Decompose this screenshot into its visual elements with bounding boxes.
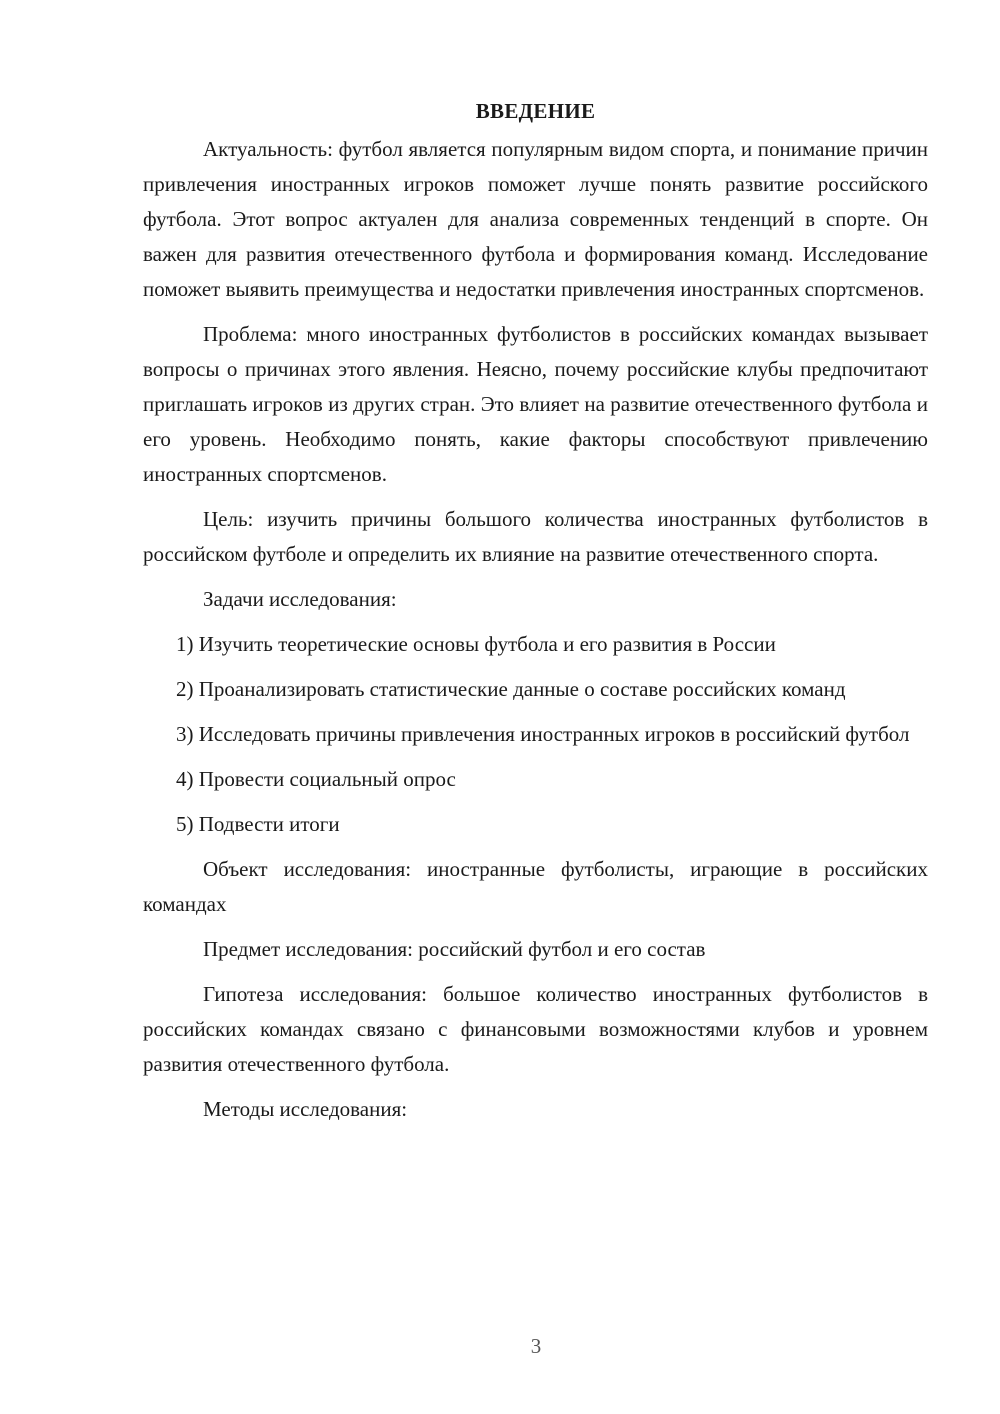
task-item-1: 1) Изучить теоретические основы футбола и его развития в России <box>176 632 776 656</box>
paragraph-methods-heading: Методы исследования: <box>203 1097 408 1121</box>
document-page <box>143 96 928 1137</box>
paragraph-hypothesis: Гипотеза исследования: большое количество иностранных футболистов в российских командах связано с финансовыми возможностями клубов и уровнем развития отечественного футбола. <box>143 982 928 1076</box>
paragraph-tasks-heading: Задачи исследования: <box>203 587 397 611</box>
page-number: 3 <box>530 1334 542 1358</box>
paragraph-goal: Цель: изучить причины большого количества иностранных футболистов в российском футболе и определить их влияние на развитие отечественного спорта. <box>143 507 928 566</box>
paragraph-object: Объект исследования: иностранные футболисты, играющие в российских командах <box>143 857 928 916</box>
paragraph-relevance: Актуальность: футбол является популярным видом спорта, и понимание причин привлечения иностранных игроков поможет лучше понять развитие российского футбола. Этот вопрос актуален для анализа современных тенденций в спорте. Он важен для развития отечественного футбола и формирования команд. Исследование поможет выявить преимущества и недостатки привлечения иностранных спортсменов. <box>143 137 928 301</box>
task-item-5: 5) Подвести итоги <box>176 812 340 836</box>
task-item-2: 2) Проанализировать статистические данные о составе российских команд <box>176 677 846 701</box>
section-title: ВВЕДЕНИЕ <box>475 99 596 123</box>
task-item-4: 4) Провести социальный опрос <box>176 767 456 791</box>
paragraph-subject: Предмет исследования: российский футбол и его состав <box>203 937 706 961</box>
task-item-3: 3) Исследовать причины привлечения иностранных игроков в российский футбол <box>176 722 910 746</box>
paragraph-problem: Проблема: много иностранных футболистов в российских командах вызывает вопросы о причинах этого явления. Неясно, почему российские клубы предпочитают приглашать игроков из других стран. Это влияет на развитие отечественного футбола и его уровень. Необходимо понять, какие факторы способствуют привлечению иностранных спортсменов. <box>143 322 928 486</box>
